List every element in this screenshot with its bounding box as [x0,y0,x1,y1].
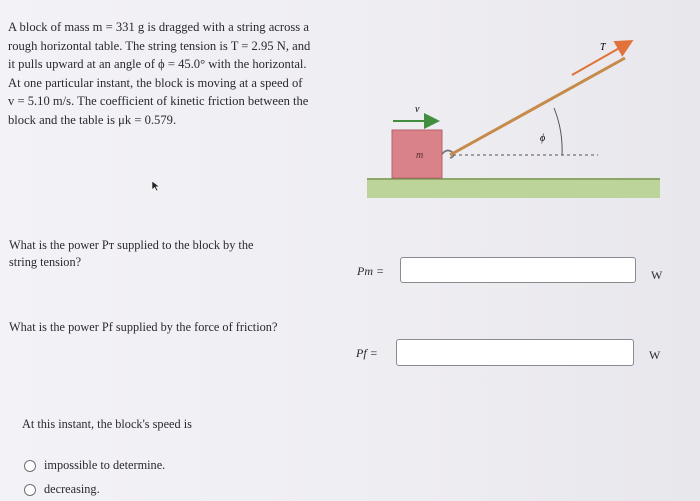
problem-line: rough horizontal table. The string tension is T = 2.95 N, and [8,38,311,53]
angle-arc [554,108,562,155]
friction-power-label: Pf = [356,346,378,360]
question-speed: At this instant, the block's speed is [22,417,192,431]
friction-power-input[interactable] [397,340,633,365]
tension-power-field[interactable] [400,257,636,283]
problem-line: At one particular instant, the block is moving at a speed of [8,75,303,90]
problem-line: A block of mass m = 331 g is dragged with a string across a [8,20,309,34]
block-label: m [416,150,424,161]
problem-line: block and the table is μk = 0.579. [8,112,177,127]
tension-power-unit: W [651,268,663,282]
tension-label: T⃗ [600,42,614,53]
string [450,58,625,155]
mouse-cursor-icon [151,180,161,192]
option-label: decreasing. [44,482,100,496]
option-impossible[interactable] [24,458,165,473]
angle-label: ϕ [540,133,546,144]
option-label: impossible to determine. [44,458,166,472]
friction-power-unit: W [649,348,661,362]
friction-power-field[interactable] [396,339,634,366]
option-decreasing[interactable] [24,482,100,497]
problem-line: it pulls upward at an angle of ϕ = 45.0° with the horizontal. [8,57,307,72]
tension-power-label: Pт = [357,264,385,278]
velocity-label: v⃗ [415,104,428,115]
problem-line: v = 5.10 m/s. The coefficient of kinetic friction between the [8,94,309,109]
tension-power-input[interactable] [401,258,635,282]
question-friction-power: What is the power Pf supplied by the force of friction? [9,320,278,334]
question-tension-power: What is the power Pт supplied to the block by the string tension? [9,238,254,269]
radio-button[interactable] [24,460,36,472]
radio-button[interactable] [24,484,36,496]
table-surface [367,178,660,198]
